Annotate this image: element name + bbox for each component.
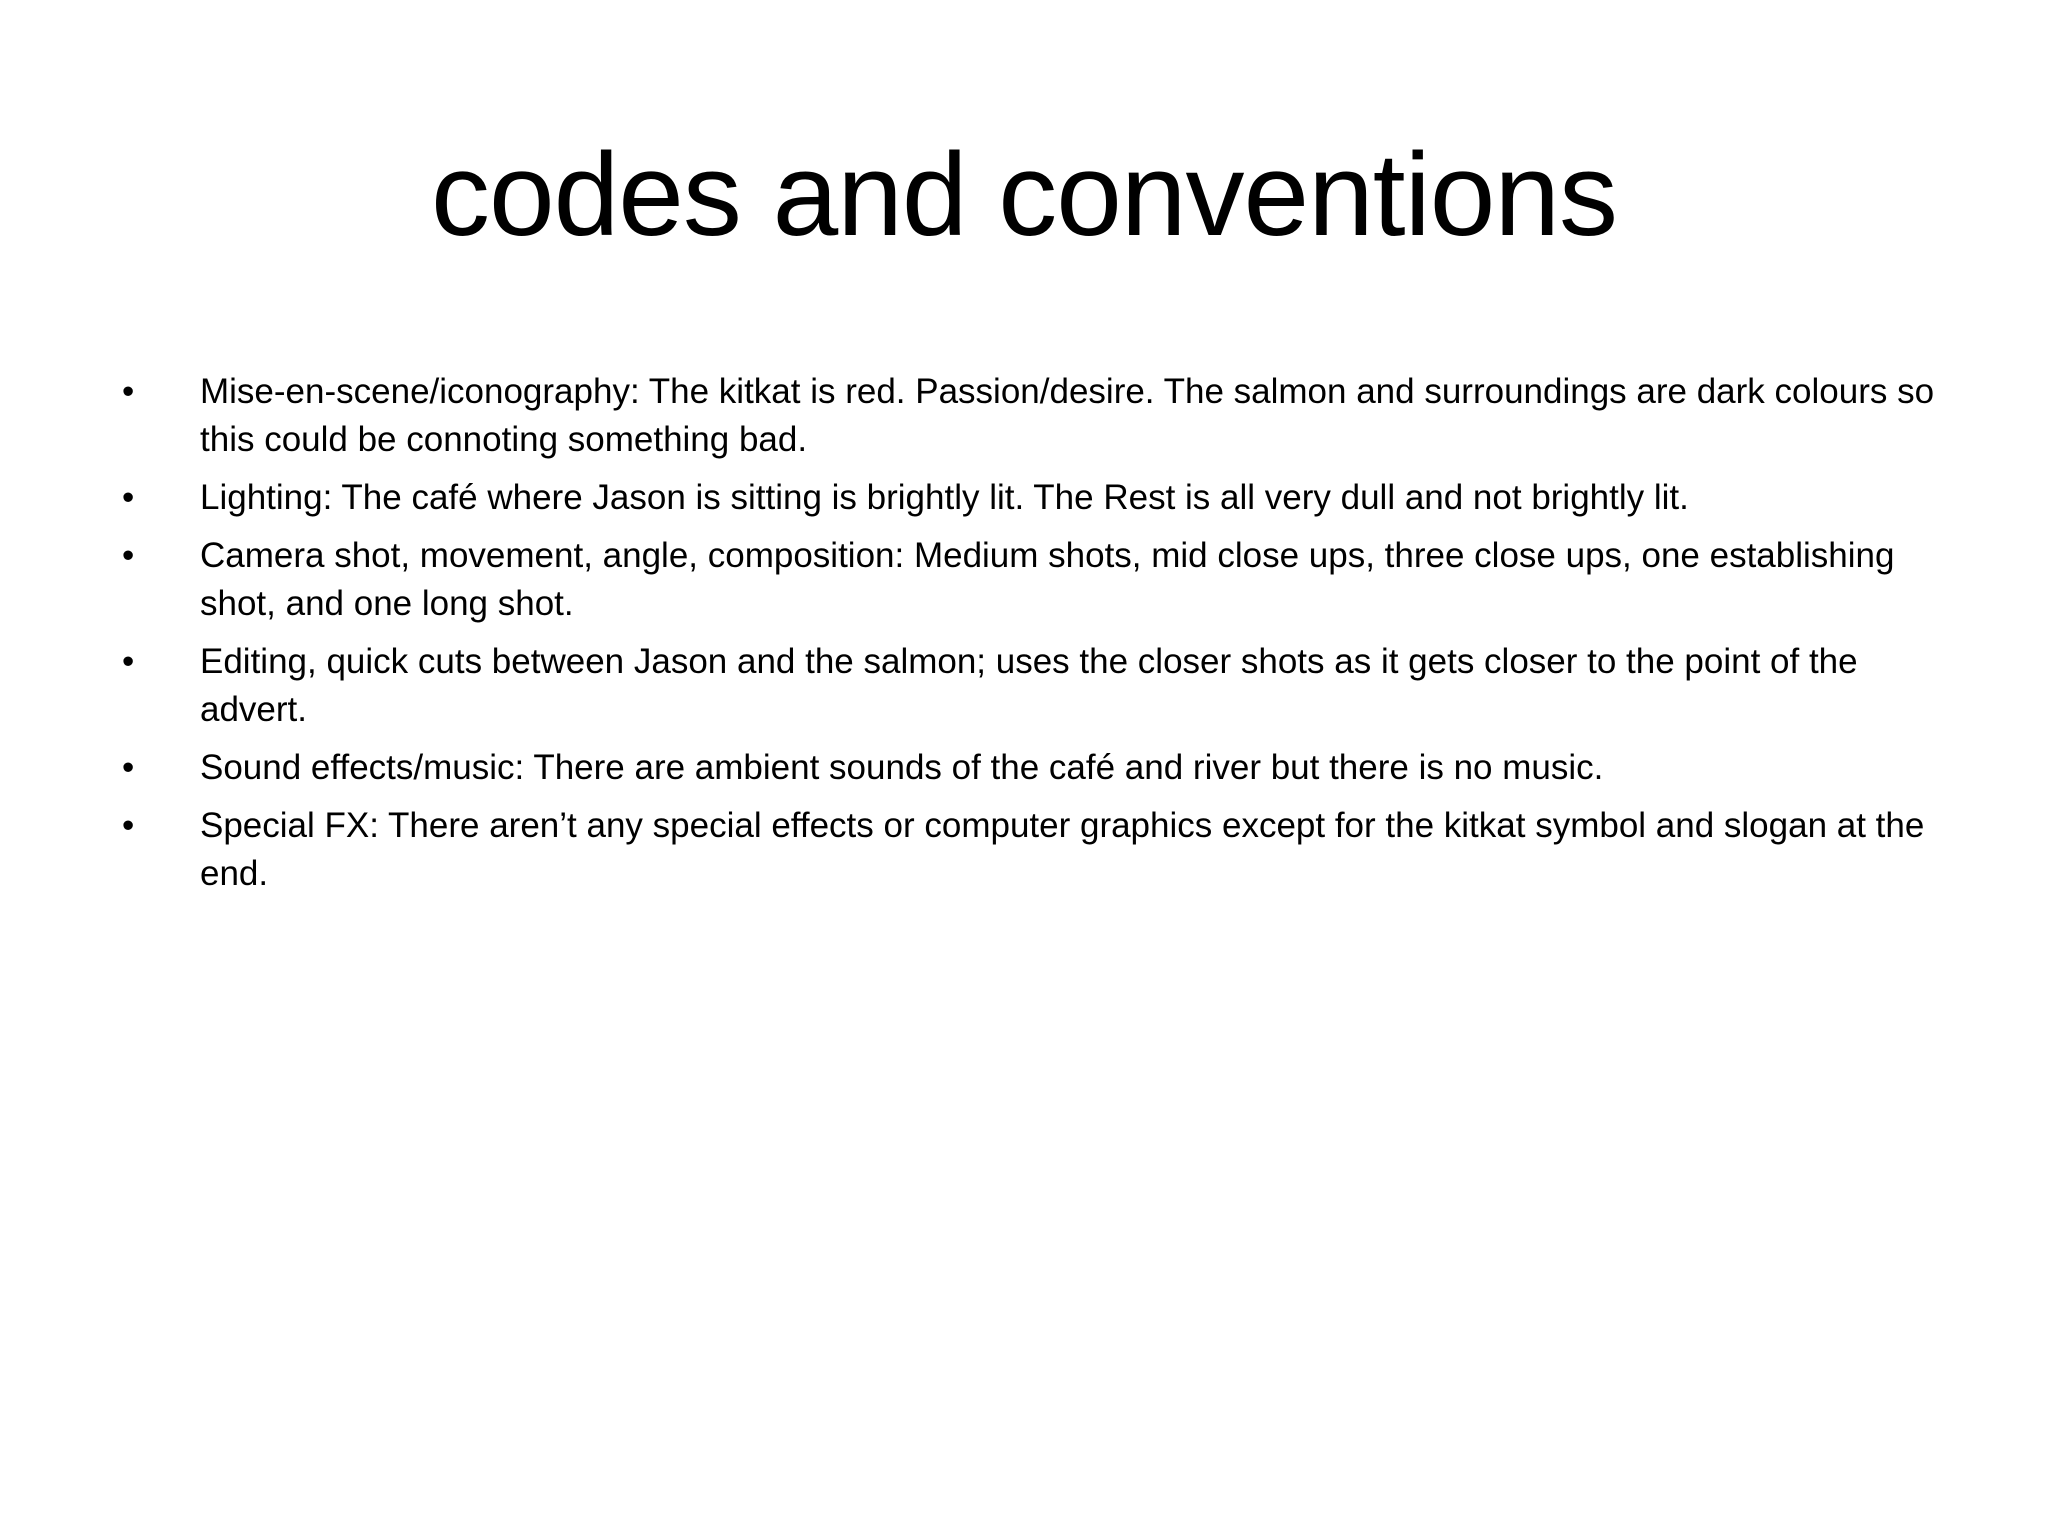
bullet-icon: • [122, 748, 135, 787]
bullet-item-editing [0, 638, 1945, 734]
bullet-item-special-fx [0, 802, 1945, 898]
bullet-text: Mise-en-scene/iconography: The kitkat is red. Passion/desire. The salmon and surroundings are dark colours so this could be connoting something bad. [200, 372, 1935, 459]
bullet-icon: • [122, 536, 135, 575]
bullet-text: Camera shot, movement, angle, composition: Medium shots, mid close ups, three close ups, one establishing shot, and one long shot. [200, 536, 1895, 623]
slide-title: codes and conventions [430, 129, 1618, 261]
bullet-item-sound [0, 744, 1945, 792]
bullet-icon: • [122, 372, 135, 411]
bullet-icon: • [122, 806, 135, 845]
bullet-item-lighting [0, 474, 1945, 522]
bullet-icon: • [122, 478, 135, 517]
bullet-icon: • [122, 642, 135, 681]
bullet-text: Editing, quick cuts between Jason and the salmon; uses the closer shots as it gets closer to the point of the advert. [200, 642, 1858, 729]
bullet-item-mise-en-scene [0, 368, 1945, 464]
bullet-text: Sound effects/music: There are ambient sounds of the café and river but there is no music. [200, 748, 1604, 787]
bullet-list [0, 368, 2048, 908]
bullet-text: Lighting: The café where Jason is sitting is brightly lit. The Rest is all very dull and not brightly lit. [200, 478, 1689, 517]
bullet-item-camera [0, 532, 1945, 628]
bullet-text: Special FX: There aren’t any special effects or computer graphics except for the kitkat symbol and slogan at the end. [200, 806, 1925, 893]
